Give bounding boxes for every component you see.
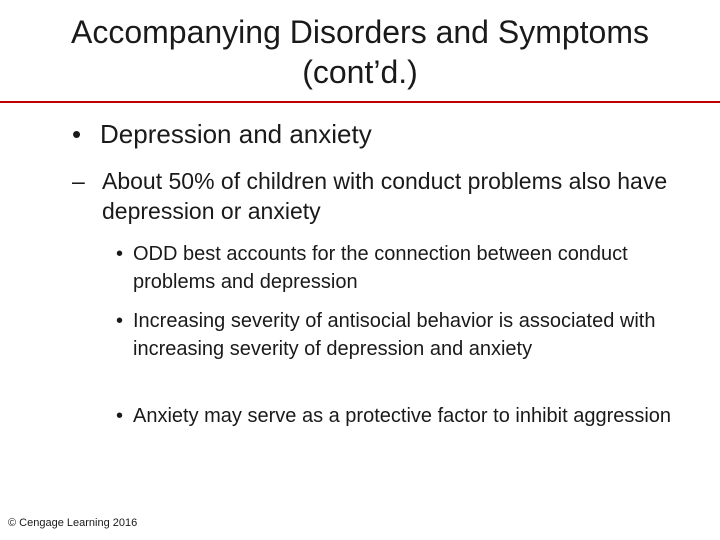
slide-title: [0, 12, 720, 92]
bullet-text: About 50% of children with conduct problems also have depression or anxiety: [102, 168, 668, 224]
bullet-marker: •: [116, 243, 124, 265]
bullet-marker: •: [72, 119, 82, 149]
sub-bullet-1: [116, 240, 676, 296]
dash-marker: –: [72, 168, 85, 194]
bullet-marker: •: [116, 405, 124, 427]
sub-bullet-2: [116, 307, 676, 363]
bullet-level-1: [72, 118, 692, 150]
slide-title-line-1: Accompanying Disorders and Symptoms: [70, 14, 649, 50]
sub-bullet-3: [116, 402, 676, 430]
bullet-text: Anxiety may serve as a protective factor to inhibit aggression: [133, 405, 672, 427]
copyright-footer: © Cengage Learning 2016: [8, 517, 138, 529]
slide-title-line-2: (cont’d.): [302, 54, 418, 90]
title-divider: [0, 101, 720, 103]
bullet-level-2: [72, 166, 702, 226]
bullet-marker: •: [116, 310, 124, 332]
bullet-text: Increasing severity of antisocial behavior is associated with increasing severity of depression and anxiety: [133, 310, 656, 360]
bullet-text: ODD best accounts for the connection between conduct problems and depression: [133, 243, 628, 293]
bullet-text: Depression and anxiety: [100, 119, 372, 149]
